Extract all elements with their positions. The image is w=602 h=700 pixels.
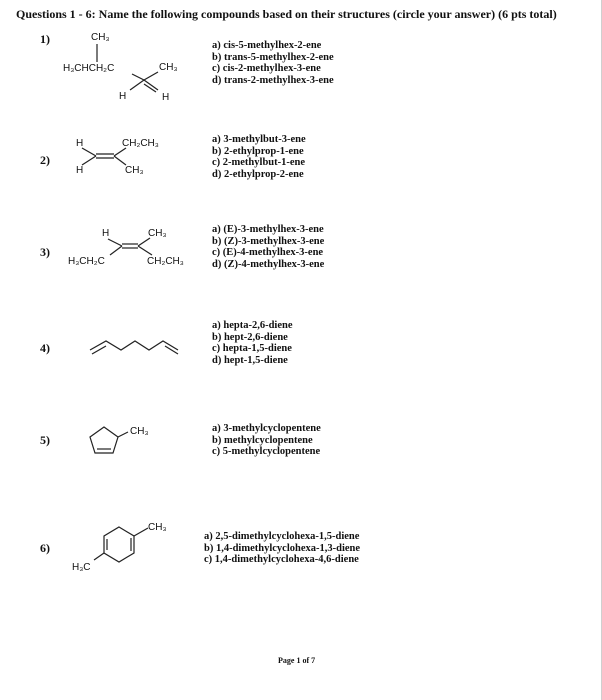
q1-option-d[interactable]: d) trans-2-methylhex-3-ene — [212, 74, 334, 86]
q5-option-a[interactable]: a) 3-methylcyclopentene — [212, 423, 321, 434]
question-3-structure — [68, 226, 198, 276]
question-4-bonds — [88, 326, 188, 366]
question-4-options — [212, 320, 293, 366]
q3-label-left-bottom: H₃CH₂C — [68, 256, 105, 267]
q6-option-c[interactable]: c) 1,4-dimethylcyclohexa-4,6-diene — [204, 554, 359, 565]
question-5-structure — [88, 418, 168, 468]
q6-option-b[interactable]: b) 1,4-dimethylcyclohexa-1,3-diene — [204, 542, 361, 554]
q4-option-a[interactable]: a) hepta-2,6-diene — [212, 320, 293, 331]
question-1-options — [212, 40, 334, 86]
question-3-bonds — [68, 226, 198, 276]
page-footer: Page 1 of 7 — [278, 656, 316, 665]
q3-option-a[interactable]: a) (E)-3-methylhex-3-ene — [212, 224, 324, 235]
q3-option-d[interactable]: d) (Z)-4-methylhex-3-ene — [212, 258, 325, 270]
q2-option-a[interactable]: a) 3-methylbut-3-ene — [212, 134, 306, 145]
q6-label-bottom: H₃C — [72, 562, 91, 573]
q1-label-right-ch3: CH₃ — [159, 62, 178, 73]
q2-option-b[interactable]: b) 2-ethylprop-1-ene — [212, 145, 304, 157]
q3-option-b[interactable]: b) (Z)-3-methylhex-3-ene — [212, 235, 325, 247]
q1-label-left-group: H₃CHCH₂C — [63, 63, 115, 74]
q5-option-c[interactable]: c) 5-methylcyclopentene — [212, 446, 321, 457]
q2-label-h-bottom: H — [76, 165, 84, 176]
question-5-options — [212, 423, 321, 458]
q2-option-c[interactable]: c) 2-methylbut-1-ene — [212, 157, 306, 168]
q2-label-right-bottom: CH₃ — [125, 165, 144, 176]
q1-option-a[interactable]: a) cis-5-methylhex-2-ene — [212, 40, 322, 51]
question-6-options — [204, 531, 360, 566]
q3-label-right-top: CH₃ — [148, 228, 167, 239]
q2-label-right-top: CH₂CH₃ — [122, 138, 159, 149]
q4-option-b[interactable]: b) hept-2,6-diene — [212, 331, 288, 343]
q1-label-h-left: H — [119, 91, 127, 102]
q1-label-top-ch3: CH₃ — [91, 32, 110, 43]
q6-option-a[interactable]: a) 2,5-dimethylcyclohexa-1,5-diene — [204, 531, 360, 542]
question-3-number: 3) — [40, 245, 50, 259]
question-2-structure — [70, 136, 180, 186]
question-5-number: 5) — [40, 433, 50, 447]
q1-option-b[interactable]: b) trans-5-methylhex-2-ene — [212, 51, 334, 63]
question-2-number: 2) — [40, 153, 50, 167]
page-header: Questions 1 - 6: Name the following compounds based on their structures (circle your answer) (6 pts total) — [16, 7, 557, 21]
q1-option-c[interactable]: c) cis-2-methylhex-3-ene — [212, 63, 321, 74]
question-6-number: 6) — [40, 541, 50, 555]
question-5-bonds — [88, 418, 168, 468]
question-1-structure — [60, 30, 190, 110]
q3-label-right-bottom: CH₂CH₃ — [147, 256, 184, 267]
q5-option-b[interactable]: b) methylcyclopentene — [212, 434, 313, 446]
question-1-number: 1) — [40, 32, 50, 46]
question-2-options — [212, 134, 306, 180]
q6-label-top: CH₃ — [148, 522, 167, 533]
question-4-number: 4) — [40, 341, 50, 355]
question-3-options — [212, 224, 324, 270]
q2-option-d[interactable]: d) 2-ethylprop-2-ene — [212, 168, 304, 180]
q1-label-h-right: H — [162, 92, 170, 103]
q3-option-c[interactable]: c) (E)-4-methylhex-3-ene — [212, 247, 324, 258]
question-6-structure — [66, 516, 186, 586]
question-4-structure — [88, 326, 188, 366]
q4-option-c[interactable]: c) hepta-1,5-diene — [212, 343, 292, 354]
q2-label-h-top: H — [76, 138, 84, 149]
q4-option-d[interactable]: d) hept-1,5-diene — [212, 354, 288, 366]
q3-label-h-top: H — [102, 228, 110, 239]
q5-label-substituent: CH₃ — [130, 426, 149, 437]
question-6-bonds — [66, 516, 186, 586]
